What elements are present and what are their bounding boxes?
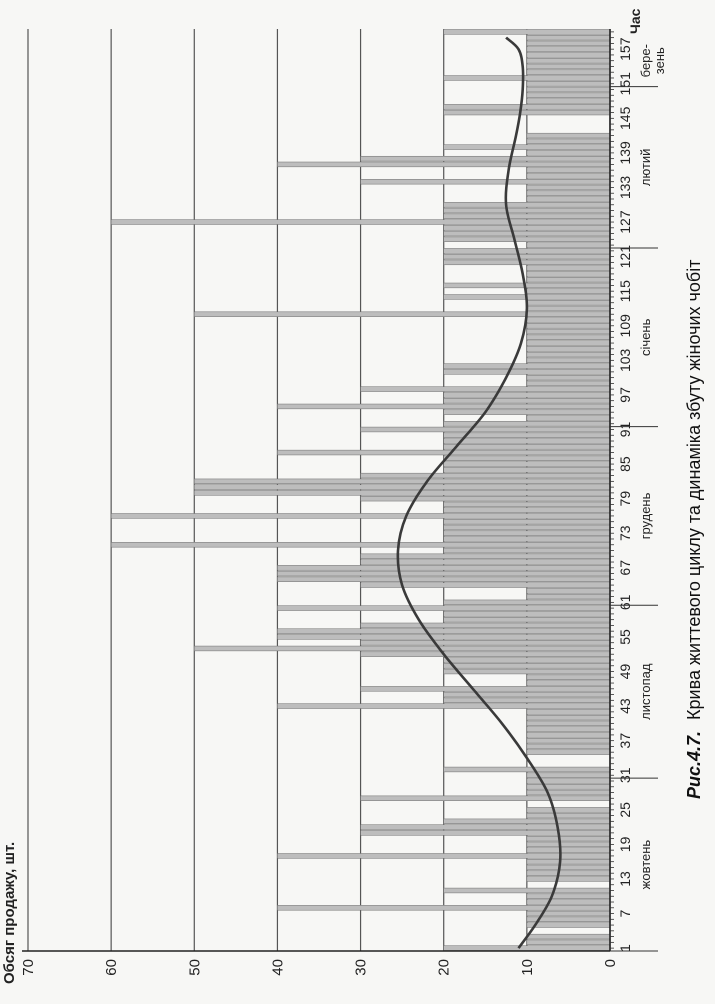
bar <box>527 923 610 928</box>
bar <box>527 335 610 340</box>
month-label-continued: зень <box>652 47 667 75</box>
bar <box>527 289 610 294</box>
bar <box>527 940 610 945</box>
bar <box>444 104 610 109</box>
bar <box>527 715 610 720</box>
x-tick-label: 139 <box>617 141 633 165</box>
bar <box>444 663 610 668</box>
x-tick-label: 91 <box>617 421 633 438</box>
bar <box>527 93 610 98</box>
y-tick-label: 20 <box>435 959 453 976</box>
bar <box>277 606 610 611</box>
bar <box>444 767 610 772</box>
bar <box>527 266 610 271</box>
month-label: бере- <box>638 44 653 78</box>
x-tick-label: 19 <box>617 836 633 853</box>
x-tick-label: 55 <box>617 629 633 645</box>
bar <box>277 629 610 634</box>
bar <box>527 871 610 876</box>
bar <box>277 404 610 409</box>
x-tick-label: 103 <box>617 348 633 373</box>
x-tick-label: 7 <box>617 909 633 918</box>
bar <box>527 894 610 899</box>
bar <box>444 537 610 542</box>
bar <box>527 784 610 789</box>
bar <box>527 738 610 743</box>
bar <box>527 744 610 749</box>
bar <box>277 571 610 576</box>
x-tick-label: 13 <box>617 871 633 887</box>
x-tick-label: 1 <box>617 944 633 953</box>
month-label: листопад <box>638 663 653 720</box>
bar <box>527 352 610 357</box>
bar <box>444 692 610 697</box>
bar <box>527 877 610 882</box>
bar <box>527 900 610 905</box>
x-tick-label: 79 <box>617 490 633 507</box>
bar <box>527 859 610 864</box>
x-tick-label: 109 <box>617 314 633 338</box>
month-label: жовтень <box>638 839 653 890</box>
bar <box>444 502 610 507</box>
bar <box>361 156 610 161</box>
bar <box>527 191 610 196</box>
bar <box>361 496 610 501</box>
x-tick-label: 97 <box>617 387 633 403</box>
month-label: лютий <box>638 148 653 187</box>
x-tick-label: 151 <box>617 72 633 96</box>
bar <box>111 542 610 547</box>
bar <box>444 548 610 553</box>
y-tick-label: 50 <box>186 959 204 976</box>
month-label: грудень <box>638 492 653 540</box>
figure-caption <box>684 260 704 799</box>
y-ticks <box>20 959 619 976</box>
bar <box>444 369 610 374</box>
bar <box>527 185 610 190</box>
bar <box>527 681 610 686</box>
x-tick-label: 85 <box>617 456 633 472</box>
bar <box>361 179 610 184</box>
bar <box>444 29 610 34</box>
bar <box>527 848 610 853</box>
bar <box>444 410 610 415</box>
y-tick-label: 60 <box>103 959 121 976</box>
bar <box>444 819 610 824</box>
bar <box>527 807 610 812</box>
bar <box>527 381 610 386</box>
bar <box>444 202 610 207</box>
bar <box>527 58 610 63</box>
bar <box>444 669 610 674</box>
y-axis-label: Обсяг продажу, шт. <box>1 841 18 984</box>
bar <box>527 813 610 818</box>
bar <box>277 577 610 582</box>
x-tick-label: 115 <box>617 280 633 303</box>
bar <box>444 283 610 288</box>
y-tick-label: 40 <box>269 959 287 976</box>
bar <box>527 53 610 58</box>
bar <box>444 525 610 530</box>
x-ticks <box>617 37 633 952</box>
bar <box>527 836 610 841</box>
bar <box>527 865 610 870</box>
bar <box>111 220 610 225</box>
bar <box>527 99 610 104</box>
bar <box>527 139 610 144</box>
bar <box>527 168 610 173</box>
bar <box>444 462 610 467</box>
bar <box>444 946 610 951</box>
caption-text: Крива життевого циклу та динаміка збуту жіночих чобіт <box>684 259 704 720</box>
bar <box>444 508 610 513</box>
bar <box>527 842 610 847</box>
bar <box>444 254 610 259</box>
bar <box>527 346 610 351</box>
bar <box>527 41 610 46</box>
x-tick-label: 49 <box>617 663 633 680</box>
bar <box>277 635 610 640</box>
bar <box>361 473 610 478</box>
y-tick-label: 70 <box>20 959 37 976</box>
x-tick-label: 157 <box>617 37 633 61</box>
bar <box>527 318 610 323</box>
bar <box>444 698 610 703</box>
bar <box>527 150 610 155</box>
bar <box>361 686 610 691</box>
bar <box>527 588 610 593</box>
y-tick-label: 0 <box>602 959 619 968</box>
bar <box>444 421 610 426</box>
bar <box>527 306 610 311</box>
x-tick-label: 127 <box>617 210 633 234</box>
bar <box>444 439 610 444</box>
x-tick-label: 25 <box>617 802 633 818</box>
bar <box>194 646 610 651</box>
bar <box>527 416 610 421</box>
x-tick-label: 121 <box>617 244 633 269</box>
bar <box>444 519 610 524</box>
bar <box>277 565 610 570</box>
bar <box>527 790 610 795</box>
bar <box>527 133 610 138</box>
bar <box>527 87 610 92</box>
bar <box>527 375 610 380</box>
bar <box>444 260 610 265</box>
bar <box>194 485 610 490</box>
bar <box>361 652 610 657</box>
bar <box>361 825 610 830</box>
bar <box>527 329 610 334</box>
bar <box>444 467 610 472</box>
bar <box>527 35 610 40</box>
bar <box>527 358 610 363</box>
bar <box>361 623 610 628</box>
bar <box>277 704 610 709</box>
x-tick-label: 37 <box>617 732 633 749</box>
grid <box>28 29 610 951</box>
bar <box>527 47 610 52</box>
bar <box>444 617 610 622</box>
bar <box>444 392 610 397</box>
bar <box>444 76 610 81</box>
x-tick-label: 31 <box>617 767 633 784</box>
bar <box>444 225 610 230</box>
bar <box>444 888 610 893</box>
bar <box>527 675 610 680</box>
bar <box>277 450 610 455</box>
x-tick-label: 61 <box>617 594 633 611</box>
month-label: січень <box>638 318 653 356</box>
bar <box>361 796 610 801</box>
bar <box>194 479 610 484</box>
y-tick-label: 10 <box>518 959 536 976</box>
bar <box>444 231 610 236</box>
bar <box>527 323 610 328</box>
bar <box>444 110 610 115</box>
bar <box>527 934 610 939</box>
bar <box>444 444 610 449</box>
x-tick-label: 145 <box>617 106 633 130</box>
bar <box>527 709 610 714</box>
bar <box>444 456 610 461</box>
x-tick-label: 67 <box>617 560 633 576</box>
bar <box>444 364 610 369</box>
bar <box>527 721 610 726</box>
bar <box>277 162 610 167</box>
bar <box>444 145 610 150</box>
bar <box>527 750 610 755</box>
bar <box>444 658 610 663</box>
bar <box>527 732 610 737</box>
bar <box>444 600 610 605</box>
bar <box>527 243 610 248</box>
bar <box>527 300 610 305</box>
bar <box>444 611 610 616</box>
bar <box>111 514 610 519</box>
bar <box>444 531 610 536</box>
bar <box>527 594 610 599</box>
x-axis-label: Час <box>627 8 643 34</box>
bar <box>527 70 610 75</box>
caption-prefix: Рис.4.7. <box>684 730 704 799</box>
bar <box>527 271 610 276</box>
bar <box>527 727 610 732</box>
bar <box>527 341 610 346</box>
bar <box>444 214 610 219</box>
bar <box>444 398 610 403</box>
bar <box>194 490 610 495</box>
bar <box>194 312 610 317</box>
bar <box>527 64 610 69</box>
y-tick-label: 30 <box>352 959 370 976</box>
bar <box>361 387 610 392</box>
bar <box>444 248 610 253</box>
bar <box>527 197 610 202</box>
bar <box>527 277 610 282</box>
bar <box>361 583 610 588</box>
bar <box>527 911 610 916</box>
bar <box>527 174 610 179</box>
x-tick-label: 73 <box>617 525 633 542</box>
x-tick-label: 133 <box>617 175 633 200</box>
bar <box>361 830 610 835</box>
bar <box>361 640 610 645</box>
bar <box>444 208 610 213</box>
bar <box>361 427 610 432</box>
x-tick-label: 43 <box>617 698 633 714</box>
bar <box>277 905 610 910</box>
bar <box>527 81 610 86</box>
bar <box>444 237 610 242</box>
